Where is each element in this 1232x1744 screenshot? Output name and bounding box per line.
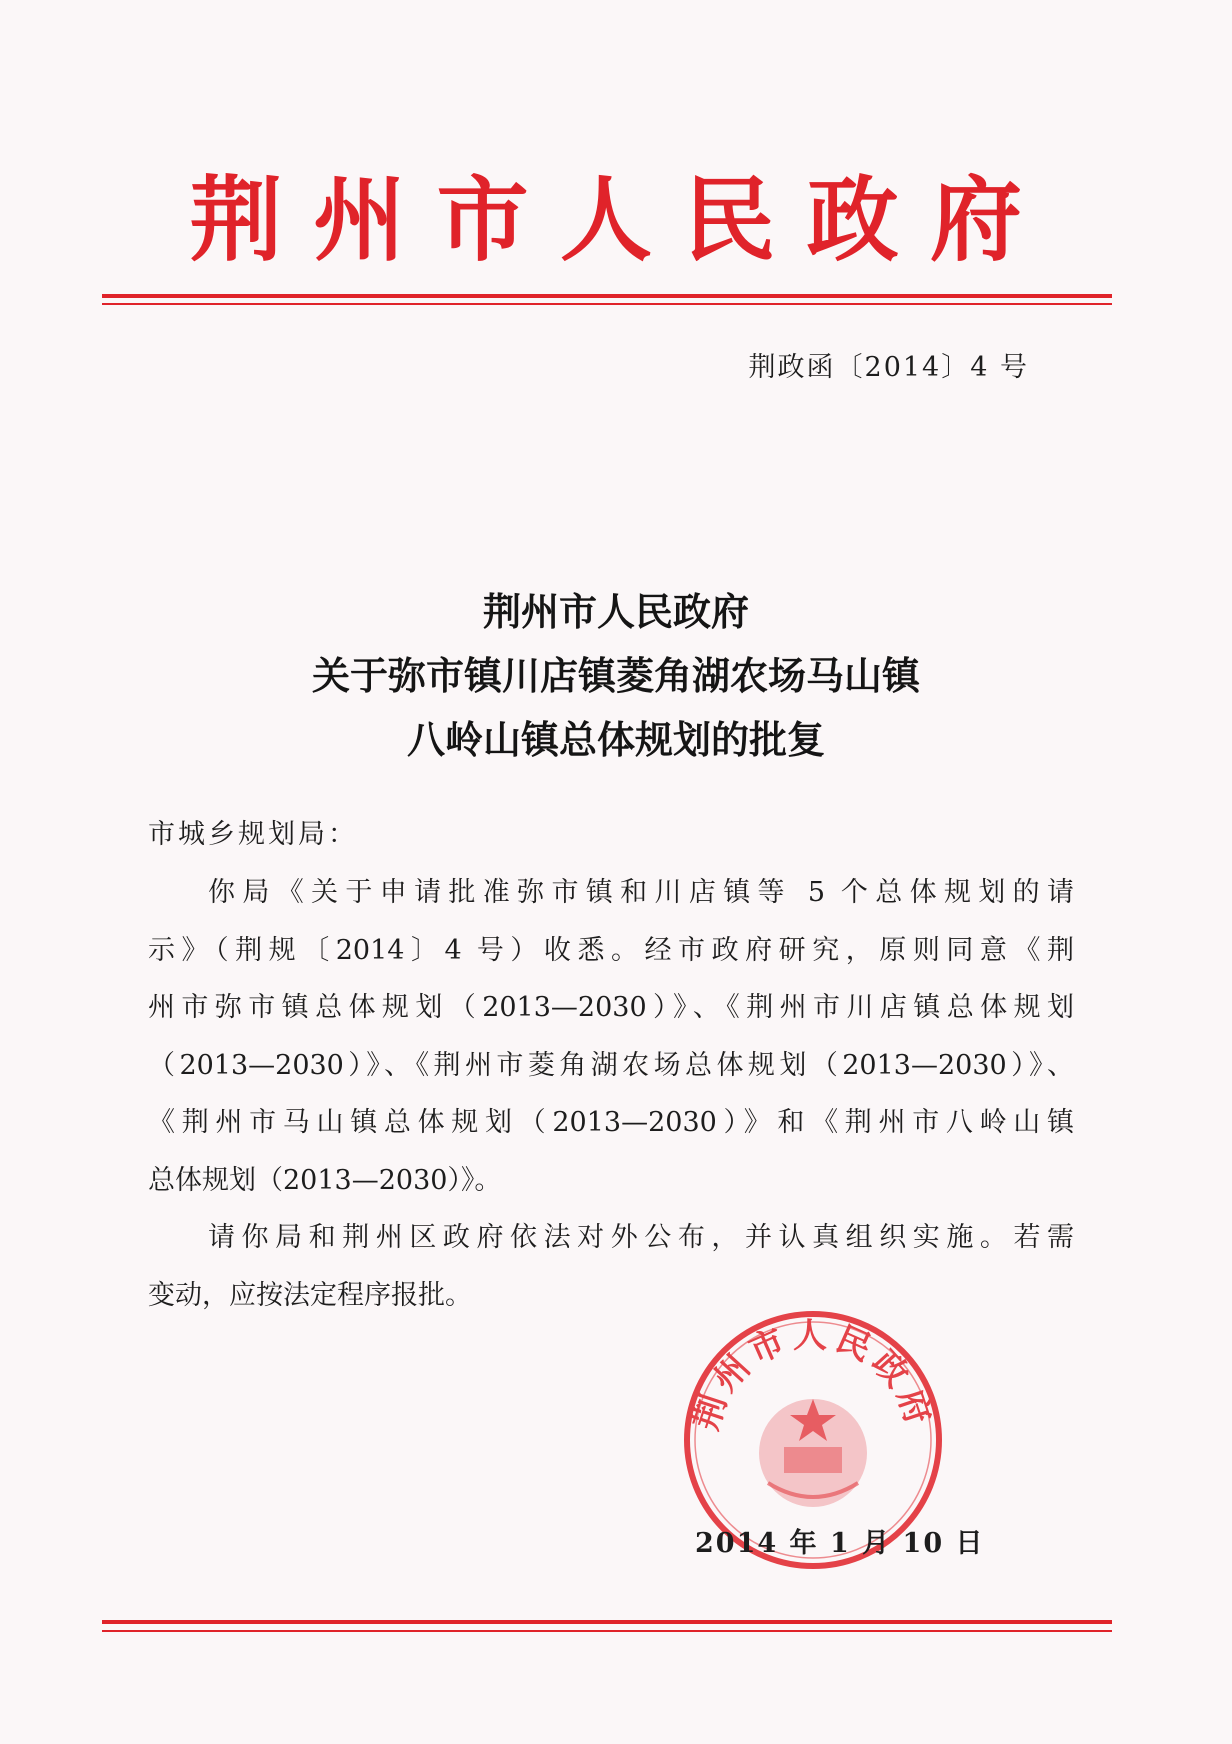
body-line: 请你局和荆州区政府依法对外公布，并认真组织实施。若需: [208, 1222, 1074, 1253]
masthead-char: 人: [559, 166, 652, 274]
header-divider-thin: [102, 303, 1112, 305]
addressee: 市城乡规划局：: [148, 819, 358, 850]
masthead-char: 荆: [190, 166, 283, 274]
title-line: 关于弥市镇川店镇菱角湖农场马山镇: [311, 653, 920, 698]
body-line: 示》（荆规〔2014〕4 号）收悉。经市政府研究，原则同意《荆: [148, 934, 1074, 966]
masthead-char: 府: [929, 166, 1022, 274]
body-line: 州市弥市镇总体规划（2013—2030）》、《荆州市川店镇总体规划: [148, 992, 1074, 1023]
masthead-char: 政: [806, 166, 899, 274]
masthead-char: 民: [683, 166, 776, 274]
masthead-char: 州: [313, 166, 406, 274]
seal-emblem-gate: [784, 1447, 842, 1473]
document-body: [148, 864, 1074, 1324]
footer-divider-thin: [102, 1630, 1112, 1632]
title-line: 八岭山镇总体规划的批复: [406, 717, 825, 762]
document-date: 2014 年 1 月 10 日: [695, 1528, 985, 1559]
header-divider-thick: [102, 294, 1112, 298]
body-line: 变动，应按法定程序报批。: [148, 1279, 472, 1311]
masthead-char: 市: [436, 166, 529, 274]
body-line: 《荆州市马山镇总体规划（2013—2030）》和《荆州市八岭山镇: [148, 1107, 1074, 1138]
title-line: 荆州市人民政府: [482, 589, 749, 634]
document-number: 荆政函〔2014〕4 号: [748, 352, 1029, 383]
document-title: [0, 580, 1232, 772]
seal-text-path: 荆州市人民政府: [686, 1316, 940, 1435]
body-line: 总体规划（2013—2030）》。: [148, 1164, 502, 1196]
body-line: 你局《关于申请批准弥市镇和川店镇等 5 个总体规划的请: [208, 877, 1074, 908]
masthead: [100, 160, 1112, 280]
body-line: （2013—2030）》、《荆州市菱角湖农场总体规划（2013—2030）》、: [148, 1049, 1074, 1081]
footer-divider-thick: [102, 1620, 1112, 1624]
